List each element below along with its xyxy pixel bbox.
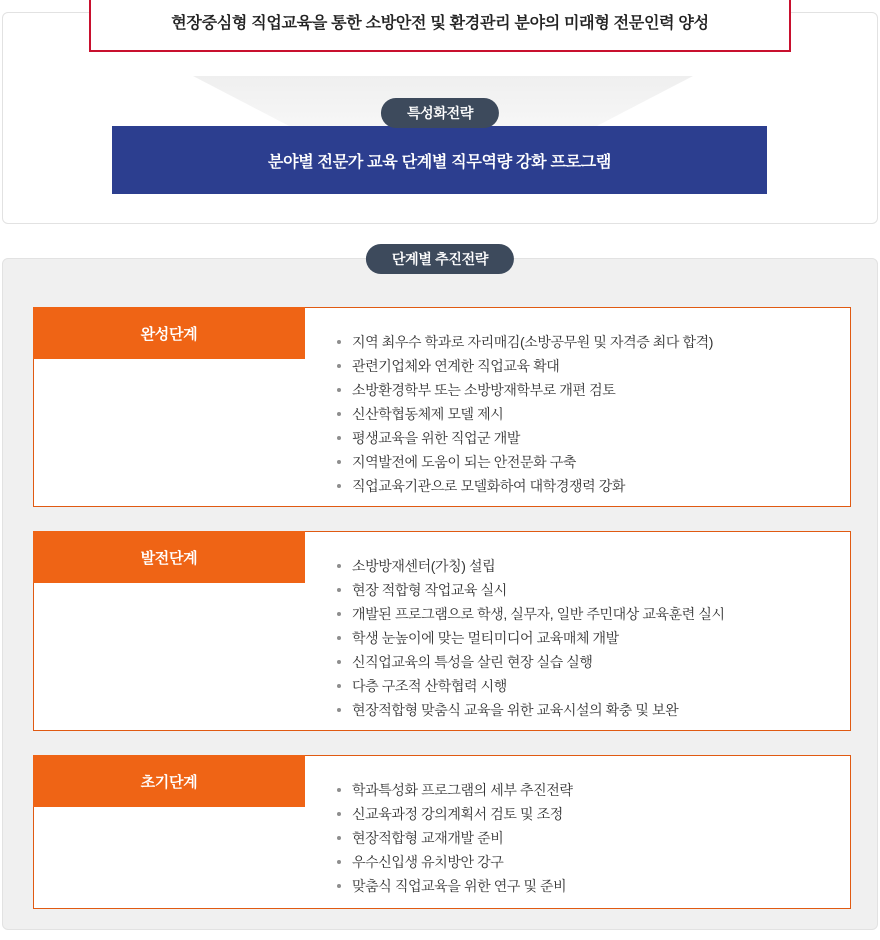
- stage-item-list: [334, 778, 836, 898]
- list-item: 신교육과정 강의계획서 검토 및 조정: [334, 802, 836, 826]
- list-item: 지역 최우수 학과로 자리매김(소방공무원 및 자격증 최다 합격): [334, 330, 836, 354]
- list-item: 평생교육을 위한 직업군 개발: [334, 426, 836, 450]
- stage-block: [33, 755, 851, 909]
- stage-label-text: 완성단계: [140, 325, 198, 343]
- strategy-program-text: 분야별 전문가 교육 단계별 직무역량 강화 프로그램: [267, 153, 612, 171]
- stage-label: [33, 755, 305, 807]
- stages-panel: [2, 251, 878, 930]
- stage-item-list: [334, 330, 836, 498]
- stage-strategy-label: 단계별 추진전략: [391, 251, 489, 267]
- list-item: 다층 구조적 산학협력 시행: [334, 674, 836, 698]
- list-item: 지역발전에 도움이 되는 안전문화 구축: [334, 450, 836, 474]
- stage-label: [33, 531, 305, 583]
- list-item: 직업교육기관으로 모델화하여 대학경쟁력 강화: [334, 474, 836, 498]
- list-item: 소방환경학부 또는 소방방재학부로 개편 검토: [334, 378, 836, 402]
- stage-block: [33, 307, 851, 507]
- list-item: 신산학협동체제 모델 제시: [334, 402, 836, 426]
- list-item: 맞춤식 직업교육을 위한 연구 및 준비: [334, 874, 836, 898]
- stage-label-text: 초기단계: [140, 773, 198, 791]
- stage-strategy-pill: [366, 244, 514, 274]
- vision-statement-box: [89, 0, 791, 52]
- list-item: 개발된 프로그램으로 학생, 실무자, 일반 주민대상 교육훈련 실시: [334, 602, 836, 626]
- list-item: 현장적합형 교재개발 준비: [334, 826, 836, 850]
- list-item: 학생 눈높이에 맞는 멀티미디어 교육매체 개발: [334, 626, 836, 650]
- stage-item-list: [334, 554, 836, 722]
- strategy-program-bar: [112, 126, 767, 194]
- specialization-strategy-pill: [381, 98, 499, 128]
- list-item: 소방방재센터(가칭) 설립: [334, 554, 836, 578]
- vision-statement-text: 현장중심형 직업교육을 통한 소방안전 및 환경관리 분야의 미래형 전문인력 양성: [171, 14, 709, 32]
- list-item: 학과특성화 프로그램의 세부 추진전략: [334, 778, 836, 802]
- specialization-strategy-label: 특성화전략: [406, 105, 474, 121]
- list-item: 현장 적합형 작업교육 실시: [334, 578, 836, 602]
- list-item: 현장적합형 맞춤식 교육을 위한 교육시설의 확충 및 보완: [334, 698, 836, 722]
- stage-label: [33, 307, 305, 359]
- stage-label-text: 발전단계: [140, 549, 198, 567]
- list-item: 우수신입생 유치방안 강구: [334, 850, 836, 874]
- list-item: 신직업교육의 특성을 살린 현장 실습 실행: [334, 650, 836, 674]
- list-item: 관련기업체와 연계한 직업교육 확대: [334, 354, 836, 378]
- stage-block: [33, 531, 851, 731]
